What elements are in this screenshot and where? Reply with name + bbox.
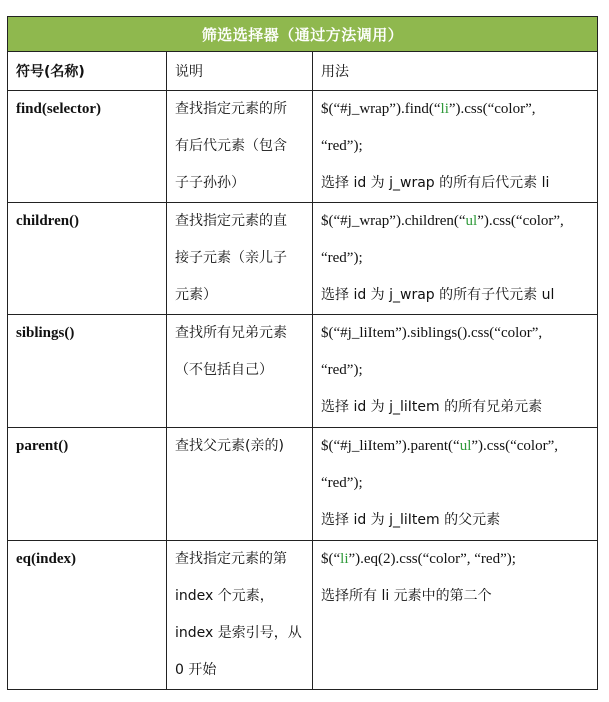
table-row [8, 203, 598, 315]
symbol-cell: parent() [8, 428, 167, 541]
symbol-cell: children() [8, 203, 167, 315]
description-line: 接子元素（亲儿子 [175, 250, 287, 266]
code-line: $(“#j_liItem”).parent(“ul”).css(“color”, [321, 438, 558, 454]
description-line: 查找指定元素的直 [175, 213, 287, 229]
description-line: 元素） [175, 287, 217, 303]
description-line: index 个元素， [175, 588, 274, 604]
header-row [8, 52, 598, 91]
selector-table [7, 16, 598, 690]
table-title: 筛选选择器（通过方法调用） [8, 17, 598, 52]
description-cell [167, 315, 313, 428]
header-description: 说明 [167, 52, 313, 91]
description-line: （不包括自己） [175, 362, 273, 378]
code-line: $(“li”).eq(2).css(“color”, “red”); [321, 551, 516, 567]
table-row [8, 315, 598, 428]
usage-cell [313, 203, 598, 315]
code-line: “red”); [321, 138, 363, 154]
code-line: “red”); [321, 362, 363, 378]
description-cell [167, 428, 313, 541]
code-highlight: ul [465, 213, 478, 229]
code-highlight: li [340, 551, 349, 567]
code-highlight: ul [459, 438, 472, 454]
symbol-cell: siblings() [8, 315, 167, 428]
description-line: 子子孙孙） [175, 175, 245, 191]
code-line: “red”); [321, 475, 363, 491]
code-line: $(“#j_wrap”).find(“li”).css(“color”, [321, 101, 536, 117]
header-symbol: 符号(名称) [8, 52, 167, 91]
description-line: 0 开始 [175, 662, 217, 678]
description-cell [167, 203, 313, 315]
table-row [8, 91, 598, 203]
usage-note: 选择所有 li 元素中的第二个 [321, 588, 492, 604]
description-line: index 是索引号，从 [175, 625, 302, 641]
usage-cell [313, 91, 598, 203]
usage-note: 选择 id 为 j_liItem 的所有兄弟元素 [321, 399, 543, 415]
symbol-cell: find(selector) [8, 91, 167, 203]
table-row [8, 428, 598, 541]
description-line: 查找指定元素的所 [175, 101, 287, 117]
code-highlight: li [440, 101, 449, 117]
usage-cell [313, 541, 598, 690]
header-usage: 用法 [313, 52, 598, 91]
description-line: 查找指定元素的第 [175, 551, 287, 567]
symbol-cell: eq(index) [8, 541, 167, 690]
usage-note: 选择 id 为 j_wrap 的所有后代元素 li [321, 175, 550, 191]
code-line: “red”); [321, 250, 363, 266]
usage-note: 选择 id 为 j_wrap 的所有子代元素 ul [321, 287, 555, 303]
description-line: 查找所有兄弟元素 [175, 325, 287, 341]
table-row [8, 541, 598, 690]
code-line: $(“#j_wrap”).children(“ul”).css(“color”, [321, 213, 564, 229]
description-line: 有后代元素（包含 [175, 138, 287, 154]
usage-cell [313, 428, 598, 541]
description-line: 查找父元素(亲的) [175, 438, 284, 454]
description-cell [167, 541, 313, 690]
usage-note: 选择 id 为 j_liItem 的父元素 [321, 512, 501, 528]
code-line: $(“#j_liItem”).siblings().css(“color”, [321, 325, 543, 341]
description-cell [167, 91, 313, 203]
usage-cell [313, 315, 598, 428]
